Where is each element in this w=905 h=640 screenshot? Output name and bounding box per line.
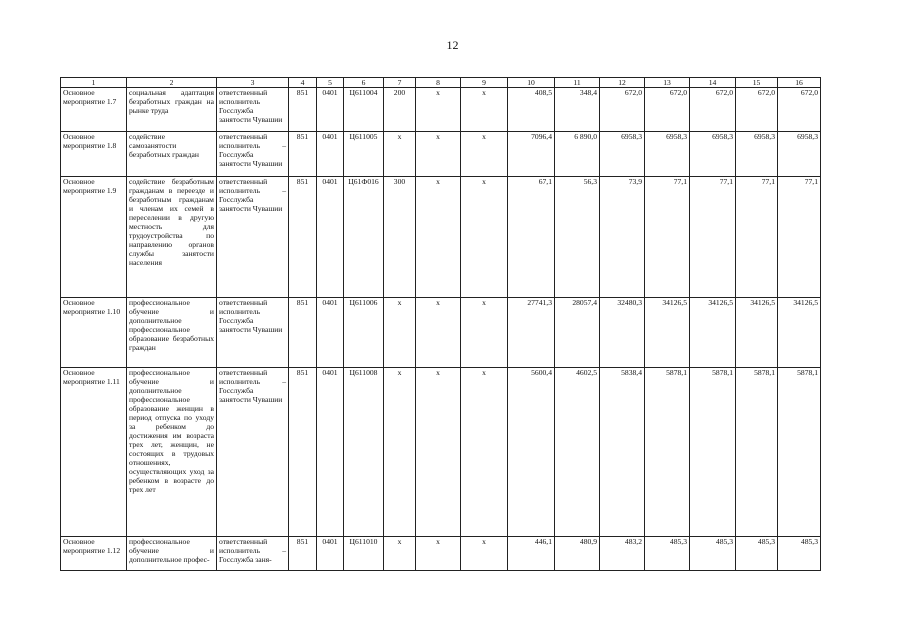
amount-cell: 73,9 xyxy=(600,177,645,298)
amount-cell: 77,1 xyxy=(690,177,736,298)
amount-cell: 5878,1 xyxy=(690,368,736,537)
amount-cell: 6958,3 xyxy=(778,132,821,177)
amount-cell: 408,5 xyxy=(508,88,555,132)
csr-code: Ц611005 xyxy=(344,132,384,177)
amount-cell: 5878,1 xyxy=(778,368,821,537)
row-description: профессиональное обучение и дополнительное профессиональное образование безработных граждан xyxy=(127,298,217,368)
column-header: 9 xyxy=(461,78,508,88)
row-name: Основное мероприятие 1.9 xyxy=(61,177,127,298)
row-responsible: ответственный исполнитель – Госслужба заня- xyxy=(217,537,289,571)
column-header: 12 xyxy=(600,78,645,88)
row-name: Основное мероприятие 1.7 xyxy=(61,88,127,132)
amount-cell: 672,0 xyxy=(600,88,645,132)
amount-cell: 483,2 xyxy=(600,537,645,571)
column-header: 2 xyxy=(127,78,217,88)
col9-value: x xyxy=(461,132,508,177)
amount-cell: 6958,3 xyxy=(690,132,736,177)
column-header: 3 xyxy=(217,78,289,88)
amount-cell: 485,3 xyxy=(690,537,736,571)
rzpr-code: 0401 xyxy=(317,368,344,537)
amount-cell: 6958,3 xyxy=(600,132,645,177)
amount-cell: 446,1 xyxy=(508,537,555,571)
row-name: Основное мероприятие 1.10 xyxy=(61,298,127,368)
row-name: Основное мероприятие 1.11 xyxy=(61,368,127,537)
budget-table xyxy=(60,77,821,571)
csr-code: Ц611008 xyxy=(344,368,384,537)
col8-value: x xyxy=(416,177,461,298)
amount-cell: 4602,5 xyxy=(555,368,600,537)
column-header: 11 xyxy=(555,78,600,88)
vr-code: x xyxy=(384,132,416,177)
vr-code: x xyxy=(384,537,416,571)
csr-code: Ц611010 xyxy=(344,537,384,571)
column-header: 13 xyxy=(645,78,690,88)
vr-code: 200 xyxy=(384,88,416,132)
column-header: 4 xyxy=(289,78,317,88)
table-row xyxy=(61,177,821,298)
grbs-code: 851 xyxy=(289,298,317,368)
col8-value: x xyxy=(416,298,461,368)
header-row xyxy=(61,78,821,88)
amount-cell: 5838,4 xyxy=(600,368,645,537)
grbs-code: 851 xyxy=(289,537,317,571)
amount-cell: 485,3 xyxy=(778,537,821,571)
column-header: 16 xyxy=(778,78,821,88)
amount-cell: 5600,4 xyxy=(508,368,555,537)
table-row xyxy=(61,132,821,177)
amount-cell: 77,1 xyxy=(645,177,690,298)
page-number: 12 xyxy=(446,38,459,52)
amount-cell: 67,1 xyxy=(508,177,555,298)
col8-value: x xyxy=(416,368,461,537)
rzpr-code: 0401 xyxy=(317,132,344,177)
table-row xyxy=(61,368,821,537)
row-description: профессиональное обучение и дополнительное профес- xyxy=(127,537,217,571)
row-description: содействие безработным гражданам в переезде и безработным гражданам и членам их семей в переселении в другую местность для трудоустройства по направлению органов службы занятости населения xyxy=(127,177,217,298)
col9-value: x xyxy=(461,537,508,571)
row-responsible: ответственный исполнитель Госслужба занятости Чувашии xyxy=(217,298,289,368)
amount-cell: 672,0 xyxy=(736,88,778,132)
row-description: социальная адаптация безработных граждан на рынке труда xyxy=(127,88,217,132)
csr-code: Ц611004 xyxy=(344,88,384,132)
column-header: 1 xyxy=(61,78,127,88)
table-row xyxy=(61,537,821,571)
row-responsible: ответственный исполнитель – Госслужба занятости Чувашии xyxy=(217,177,289,298)
table-row xyxy=(61,298,821,368)
amount-cell: 672,0 xyxy=(645,88,690,132)
column-header: 14 xyxy=(690,78,736,88)
column-header: 8 xyxy=(416,78,461,88)
amount-cell: 34126,5 xyxy=(690,298,736,368)
amount-cell: 6 890,0 xyxy=(555,132,600,177)
amount-cell: 34126,5 xyxy=(778,298,821,368)
amount-cell: 6958,3 xyxy=(645,132,690,177)
amount-cell: 34126,5 xyxy=(645,298,690,368)
amount-cell: 77,1 xyxy=(778,177,821,298)
vr-code: x xyxy=(384,298,416,368)
row-description: содействие самозанятости безработных граждан xyxy=(127,132,217,177)
amount-cell: 5878,1 xyxy=(736,368,778,537)
amount-cell: 7096,4 xyxy=(508,132,555,177)
column-header: 10 xyxy=(508,78,555,88)
amount-cell: 480,9 xyxy=(555,537,600,571)
col8-value: x xyxy=(416,537,461,571)
amount-cell: 672,0 xyxy=(778,88,821,132)
col9-value: x xyxy=(461,368,508,537)
row-description: профессиональное обучение и дополнительное профессиональное образование женщин в период отпуска по уходу за ребенком до достижения им возраста трех лет, женщин, не состоящих в трудовых отношениях, осуществляющих уход за ребенком в возрасте до трех лет xyxy=(127,368,217,537)
row-name: Основное мероприятие 1.8 xyxy=(61,132,127,177)
amount-cell: 28057,4 xyxy=(555,298,600,368)
csr-code: Ц61Ф016 xyxy=(344,177,384,298)
column-header: 6 xyxy=(344,78,384,88)
vr-code: 300 xyxy=(384,177,416,298)
grbs-code: 851 xyxy=(289,88,317,132)
csr-code: Ц611006 xyxy=(344,298,384,368)
amount-cell: 672,0 xyxy=(690,88,736,132)
amount-cell: 34126,5 xyxy=(736,298,778,368)
table-row xyxy=(61,88,821,132)
column-header: 15 xyxy=(736,78,778,88)
col9-value: x xyxy=(461,88,508,132)
col8-value: x xyxy=(416,88,461,132)
amount-cell: 5878,1 xyxy=(645,368,690,537)
row-responsible: ответственный исполнитель – Госслужба занятости Чувашии xyxy=(217,368,289,537)
grbs-code: 851 xyxy=(289,177,317,298)
grbs-code: 851 xyxy=(289,368,317,537)
amount-cell: 77,1 xyxy=(736,177,778,298)
rzpr-code: 0401 xyxy=(317,88,344,132)
amount-cell: 56,3 xyxy=(555,177,600,298)
vr-code: x xyxy=(384,368,416,537)
column-header: 5 xyxy=(317,78,344,88)
row-name: Основное мероприятие 1.12 xyxy=(61,537,127,571)
row-responsible: ответственный исполнитель Госслужба занятости Чувашии xyxy=(217,88,289,132)
rzpr-code: 0401 xyxy=(317,177,344,298)
column-header: 7 xyxy=(384,78,416,88)
grbs-code: 851 xyxy=(289,132,317,177)
amount-cell: 32480,3 xyxy=(600,298,645,368)
rzpr-code: 0401 xyxy=(317,537,344,571)
amount-cell: 485,3 xyxy=(645,537,690,571)
row-responsible: ответственный исполнитель – Госслужба занятости Чувашии xyxy=(217,132,289,177)
col9-value: x xyxy=(461,298,508,368)
rzpr-code: 0401 xyxy=(317,298,344,368)
amount-cell: 27741,3 xyxy=(508,298,555,368)
amount-cell: 485,3 xyxy=(736,537,778,571)
amount-cell: 348,4 xyxy=(555,88,600,132)
amount-cell: 6958,3 xyxy=(736,132,778,177)
col9-value: x xyxy=(461,177,508,298)
col8-value: x xyxy=(416,132,461,177)
